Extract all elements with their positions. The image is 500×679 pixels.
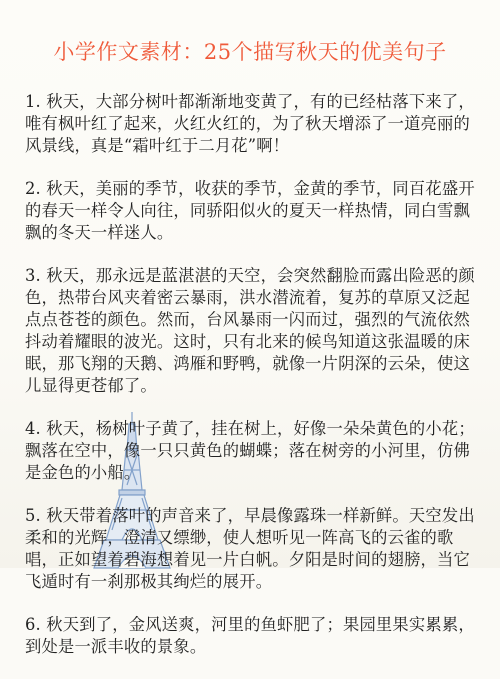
page-title: 小学作文素材：25个描写秋天的优美句子 — [53, 40, 447, 64]
article-body — [25, 91, 475, 679]
sentence-paragraph-3: 3. 秋天，那永远是蓝湛湛的天空，会突然翻脸而露出险恶的颜色，热带台风夹着密云暴雨，洪水潜流着，复苏的草原又泛起点点苍苍的颜色。然而，台风暴雨一闪而过，强烈的气流依然抖动着耀眼的波光。这时，只有北来的候鸟知道这张温暖的床眠，那飞翔的天鹅、鸿雁和野鸭，就像一片阴深的云朵，使这儿显得更苍郁了。 — [25, 266, 475, 395]
sentence-paragraph-6: 6. 秋天到了，金风送爽，河里的鱼虾肥了；果园里果实累累，到处是一派丰收的景象。 — [25, 615, 475, 656]
sentence-paragraph-4: 4. 秋天，杨树叶子黄了，挂在树上，好像一朵朵黄色的小花；飘落在空中，像一只只黄色的蝴蝶；落在树旁的小河里，仿佛是金色的小船。 — [25, 419, 475, 482]
sentence-paragraph-5: 5. 秋天带着落叶的声音来了，早晨像露珠一样新鲜。天空发出柔和的光辉，澄清又缥缈，使人想听见一阵高飞的云雀的歌唱，正如望着碧海想着见一片白帆。夕阳是时间的翅膀，当它飞遁时有一刹那极其绚烂的展开。 — [25, 506, 475, 591]
sentence-paragraph-2: 2. 秋天，美丽的季节，收获的季节，金黄的季节，同百花盛开的春天一样令人向往，同骄阳似火的夏天一样热情，同白雪飘飘的冬天一样迷人。 — [25, 179, 475, 242]
sentence-paragraph-1: 1. 秋天，大部分树叶都渐渐地变黄了，有的已经枯落下来了，唯有枫叶红了起来，火红火红的，为了秋天增添了一道亮丽的风景线，真是“霜叶红于二月花”啊！ — [25, 92, 475, 155]
